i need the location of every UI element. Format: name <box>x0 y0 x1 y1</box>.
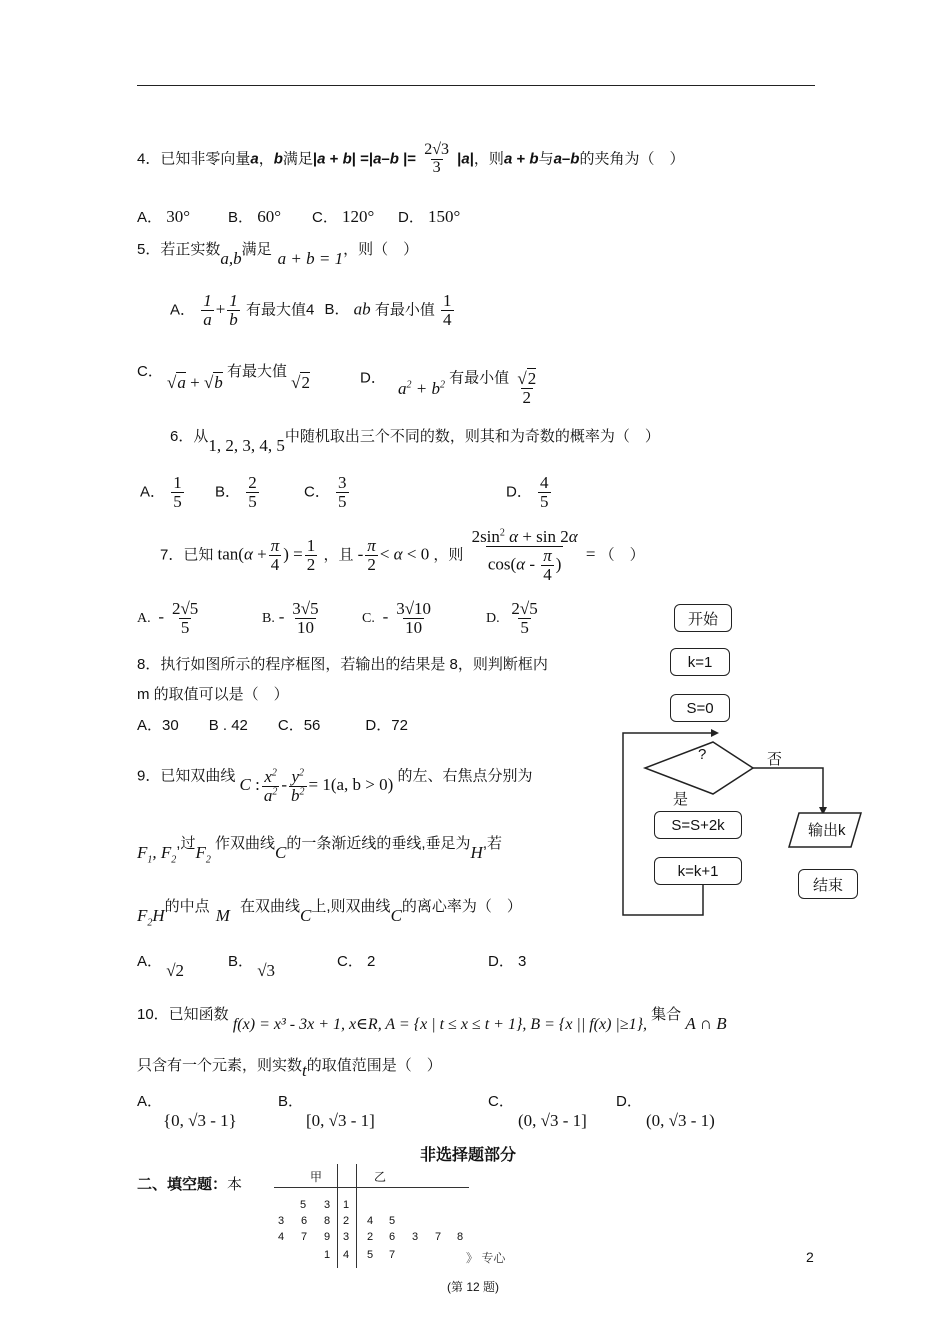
fraction-2sqrt3-over-3: $\frac{2√3}{3}$ <box>424 141 449 176</box>
q4-option-a: A． 30° <box>137 207 190 226</box>
overlap-footer-text: 》 专心 <box>466 1251 506 1265</box>
leaf: 5 <box>367 1249 374 1261</box>
q6-option-d: D． $\frac{4}{5}$ <box>506 473 549 511</box>
stem: 4 <box>343 1249 350 1261</box>
leaf: 3 <box>278 1215 285 1227</box>
q6-option-c: C． $\frac{3}{5}$ <box>304 473 347 511</box>
leaf: 3 <box>324 1199 331 1211</box>
q4-option-d: D． 150° <box>398 207 461 226</box>
leaf: 5 <box>389 1215 396 1227</box>
stem-leaf-left-header: 甲 <box>310 1170 323 1184</box>
leaf: 8 <box>324 1215 331 1227</box>
stem-leaf-divider-2 <box>356 1164 357 1268</box>
q9-option-d: D． 3 <box>488 953 527 970</box>
question-6: 6．从1, 2, 3, 4, 5中随机取出三个不同的数，则其和为奇数的概率为（ ） <box>170 428 660 455</box>
flowchart-update-s: S=S+2k <box>654 811 742 839</box>
stem-leaf-divider-1 <box>337 1164 338 1268</box>
q9-option-a: A． √2 <box>137 953 185 980</box>
question-4: 4．已知非零向量a，b满足|a + b| =|a–b |= $\frac{2√3}{3}$ |a|，则a + b与a–b的夹角为（ ） <box>137 141 685 176</box>
q10-option-a: A． {0, √3 - 1} <box>137 1093 237 1130</box>
flowchart-start: 开始 <box>674 604 732 632</box>
stem: 2 <box>343 1215 350 1227</box>
flowchart-yes-label: 是 <box>673 791 689 808</box>
stem-leaf-caption: (第 12 题) <box>447 1280 500 1294</box>
page-number: 2 <box>806 1249 814 1265</box>
question-9-line-1: 9．已知双曲线 C : $\frac{x^2}{a^2}$ - $\frac{y^2}{b^2}$ = 1(a, b > 0) 的左、右焦点分别为 <box>137 767 533 805</box>
leaf: 5 <box>300 1199 307 1211</box>
question-9-line-3: $F_2H$的中点 M 在双曲线C上,则双曲线C的离心率为（ ） <box>137 898 522 929</box>
flowchart-output-label: 输出k <box>808 822 846 839</box>
q9-option-b: B． √3 <box>228 953 276 980</box>
leaf: 6 <box>389 1231 396 1243</box>
stem-leaf-header-rule <box>274 1187 469 1188</box>
leaf: 7 <box>301 1231 308 1243</box>
question-10-line-1: 10．已知函数 f(x) = x³ - 3x + 1, x∈R, A = {x | t ≤ x ≤ t + 1}, B = {x || f(x) |≥1}, 集合 A ∩ B <box>137 1006 727 1033</box>
flowchart-update-k: k=k+1 <box>654 857 742 885</box>
q8-options: A．30 B . 42 C．56 D．72 <box>137 717 408 734</box>
leaf: 4 <box>367 1215 374 1227</box>
flowchart-end: 结束 <box>798 869 858 899</box>
q7-option-b: B. - $\frac{3√5}{10}$ <box>262 599 319 637</box>
question-9-line-2: $F_1$, $F_2$,过$F_2$ 作双曲线C的一条渐近线的垂线,垂足为H,若 <box>137 835 502 866</box>
q4-option-b: B． 60° <box>228 207 281 226</box>
leaf: 1 <box>324 1249 331 1261</box>
leaf: 3 <box>412 1231 419 1243</box>
section-title: 非选择题部分 <box>420 1147 517 1164</box>
q5-options-ab: A． $\frac{1}{a}$ + $\frac{1}{b}$ 有最大值4 B． ab 有最小值 $\frac{1}{4}$ <box>170 291 452 329</box>
leaf: 6 <box>301 1215 308 1227</box>
q8-line-1: 8．执行如图所示的程序框图，若输出的结果是 8，则判断框内 <box>137 656 548 673</box>
q10-option-b: B． [0, √3 - 1] <box>278 1093 375 1130</box>
q10-option-d: D． (0, √3 - 1) <box>616 1093 715 1130</box>
q5-option-d: D． $a^2 + b^2$ 有最小值 $\frac{√2}{2}$ <box>360 369 537 407</box>
leaf: 2 <box>367 1231 374 1243</box>
leaf: 9 <box>324 1231 331 1243</box>
q6-option-b: B． $\frac{2}{5}$ <box>215 473 257 511</box>
stem: 1 <box>343 1199 350 1211</box>
q10-option-c: C． (0, √3 - 1] <box>488 1093 587 1130</box>
question-10-line-2: 只含有一个元素，则实数t的取值范围是（ ） <box>137 1057 442 1080</box>
q9-option-c: C． 2 <box>337 953 376 970</box>
leaf: 7 <box>435 1231 442 1243</box>
question-5: 5．若正实数a,b满足 a + b = 1，则（ ） <box>137 241 419 268</box>
stem-leaf-plot <box>264 1167 474 1273</box>
leaf: 8 <box>457 1231 464 1243</box>
stem: 3 <box>343 1231 350 1243</box>
q4-option-c: C． 120° <box>312 207 375 226</box>
q5-option-c: C． √a + √b 有最大值 √2 <box>137 363 310 392</box>
q6-option-a: A． $\frac{1}{5}$ <box>140 473 182 511</box>
q7-option-d: D. $\frac{2√5}{5}$ <box>486 599 538 637</box>
flowchart-condition: ? <box>698 746 707 763</box>
leaf: 4 <box>278 1231 285 1243</box>
q8-line-2: m 的取值可以是（ ） <box>137 686 289 703</box>
leaf: 7 <box>389 1249 396 1261</box>
no-branch-line <box>753 768 823 809</box>
q7-option-c: C. - $\frac{3√10}{10}$ <box>362 599 432 637</box>
stem-leaf-right-header: 乙 <box>374 1170 387 1184</box>
header-rule <box>137 85 815 86</box>
flowchart-no-label: 否 <box>767 751 783 768</box>
flowchart-init-s: S=0 <box>670 694 730 722</box>
loop-arrowhead <box>711 729 719 737</box>
flowchart-init-k: k=1 <box>670 648 730 676</box>
q7-option-a: A. - $\frac{2√5}{5}$ <box>137 599 199 637</box>
fill-in-heading: 二、填空题：本 <box>137 1176 243 1193</box>
question-7: 7．已知 tan(α + $\frac{\pi}{4}$ ) = $\frac{1}{2}$ ，且 - $\frac{\pi}{2}$ < α < 0 ，则 $2\sin^2$ α + sin 2α cos(α - $\frac{\pi}{4}$ ) = （ ） <box>160 527 645 584</box>
